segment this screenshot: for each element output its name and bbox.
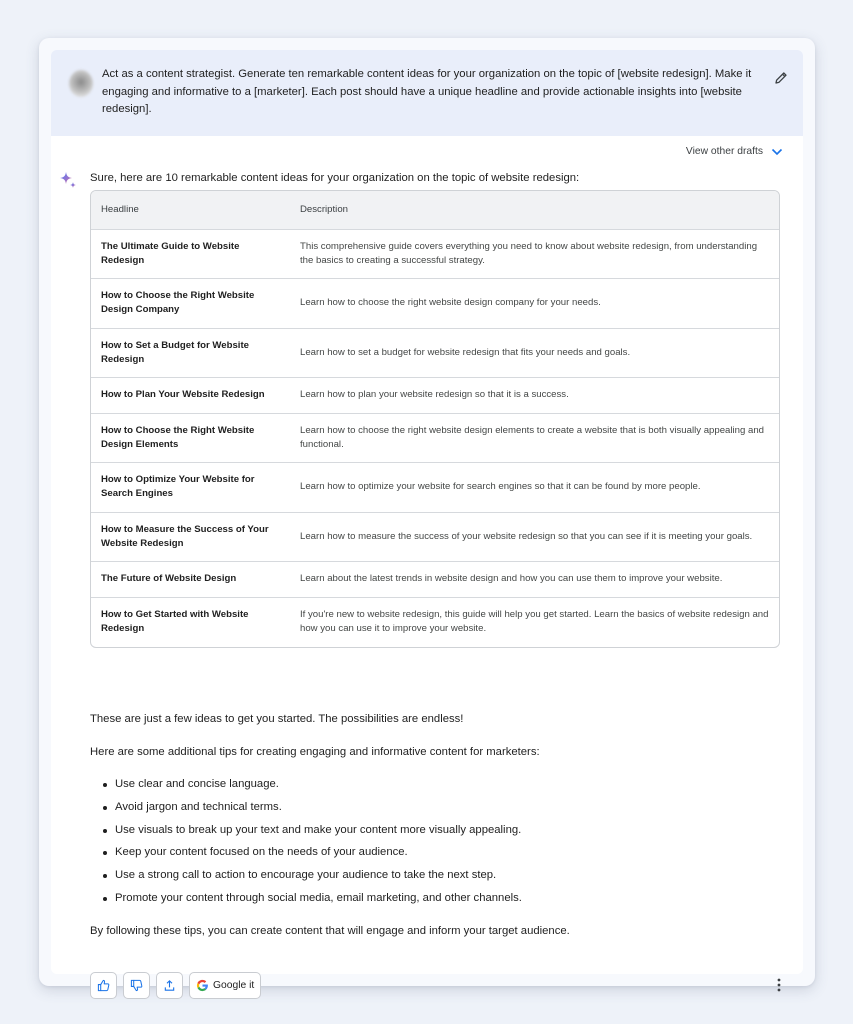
headline-cell: How to Set a Budget for Website Redesign <box>91 328 290 378</box>
description-cell: Learn how to set a budget for website redesign that fits your needs and goals. <box>290 328 779 378</box>
description-cell: If you're new to website redesign, this guide will help you get started. Learn the basics of website redesign and how you can use it to improve your website. <box>300 609 769 634</box>
description-cell: Learn how to plan your website redesign so that it is a success. <box>290 378 779 414</box>
response-actions <box>90 972 261 999</box>
prompt-text: Act as a content strategist. Generate ten remarkable content ideas for your organization on the topic of [website redesign]. Make it engaging and informative to a [marketer]. Each post should have a unique headline and provide actionable insights into [website redesign]. <box>102 68 752 116</box>
headline-cell: How to Plan Your Website Redesign <box>91 378 290 414</box>
user-prompt <box>51 50 803 136</box>
description-cell: Learn how to choose the right website design company for your needs. <box>290 279 779 329</box>
description-cell: Learn how to optimize your website for search engines so that it can be found by more people. <box>290 463 779 513</box>
closing-paragraph: These are just a few ideas to get you started. The possibilities are endless! <box>90 713 464 725</box>
table-row <box>91 463 779 513</box>
table-row <box>91 413 779 463</box>
list-item: Use clear and concise language. <box>103 778 522 801</box>
response-intro: Sure, here are 10 remarkable content ideas for your organization on the topic of website redesign: <box>90 172 580 184</box>
table-row <box>91 279 779 329</box>
thumbs-up-icon <box>97 979 110 992</box>
avatar <box>69 70 93 97</box>
google-it-button[interactable] <box>189 972 261 999</box>
chevron-down-icon <box>771 148 783 156</box>
headline-cell: How to Choose the Right Website Design Company <box>91 279 290 329</box>
column-header: Description <box>290 191 779 229</box>
google-it-label: Google it <box>213 980 255 991</box>
table-header-row <box>91 191 779 229</box>
column-header: Headline <box>91 191 290 229</box>
final-paragraph: By following these tips, you can create content that will engage and inform your target audience. <box>90 925 570 937</box>
content-ideas-table <box>90 190 780 648</box>
list-item: Keep your content focused on the needs of your audience. <box>103 846 522 869</box>
table-row <box>91 597 779 647</box>
tips-list <box>103 778 522 915</box>
table-row <box>91 229 779 279</box>
list-item: Use a strong call to action to encourage your audience to take the next step. <box>103 869 522 892</box>
table-row <box>91 328 779 378</box>
thumbs-down-button[interactable] <box>123 972 150 999</box>
response-panel <box>51 136 803 991</box>
edit-icon[interactable] <box>773 70 789 86</box>
headline-cell: How to Measure the Success of Your Website Redesign <box>91 512 290 562</box>
table-row <box>91 378 779 414</box>
list-item: Use visuals to break up your text and make your content more visually appealing. <box>103 824 522 847</box>
table-row <box>91 512 779 562</box>
list-item: Promote your content through social media, email marketing, and other channels. <box>103 892 522 915</box>
view-drafts-button[interactable] <box>686 146 783 157</box>
sparkle-icon <box>58 171 78 191</box>
share-button[interactable] <box>156 972 183 999</box>
description-cell: Learn about the latest trends in website design and how you can use them to improve your website. <box>290 562 779 598</box>
share-icon <box>163 979 176 992</box>
description-cell: Learn how to choose the right website design elements to create a website that is both visually appealing and functional. <box>290 413 779 463</box>
list-item: Avoid jargon and technical terms. <box>103 801 522 824</box>
description-cell: This comprehensive guide covers everything you need to know about website redesign, from understanding the basics to creating a successful strategy. <box>290 229 779 279</box>
conversation-card <box>39 38 815 991</box>
more-vert-icon[interactable] <box>777 978 781 992</box>
description-cell: Learn how to measure the success of your website redesign so that you can see if it is meeting your goals. <box>290 512 779 562</box>
headline-cell: The Ultimate Guide to Website Redesign <box>91 229 290 279</box>
headline-cell: How to Choose the Right Website Design Elements <box>91 413 290 463</box>
google-icon <box>196 979 209 992</box>
view-drafts-label: View other drafts <box>685 146 763 157</box>
thumbs-down-icon <box>130 979 143 992</box>
thumbs-up-button[interactable] <box>90 972 117 999</box>
tips-intro: Here are some additional tips for creating engaging and informative content for marketers: <box>90 746 540 758</box>
headline-cell: The Future of Website Design <box>91 562 290 598</box>
headline-cell: How to Get Started with Website Redesign <box>101 609 249 634</box>
headline-cell: How to Optimize Your Website for Search Engines <box>91 463 290 513</box>
table-row <box>91 562 779 598</box>
